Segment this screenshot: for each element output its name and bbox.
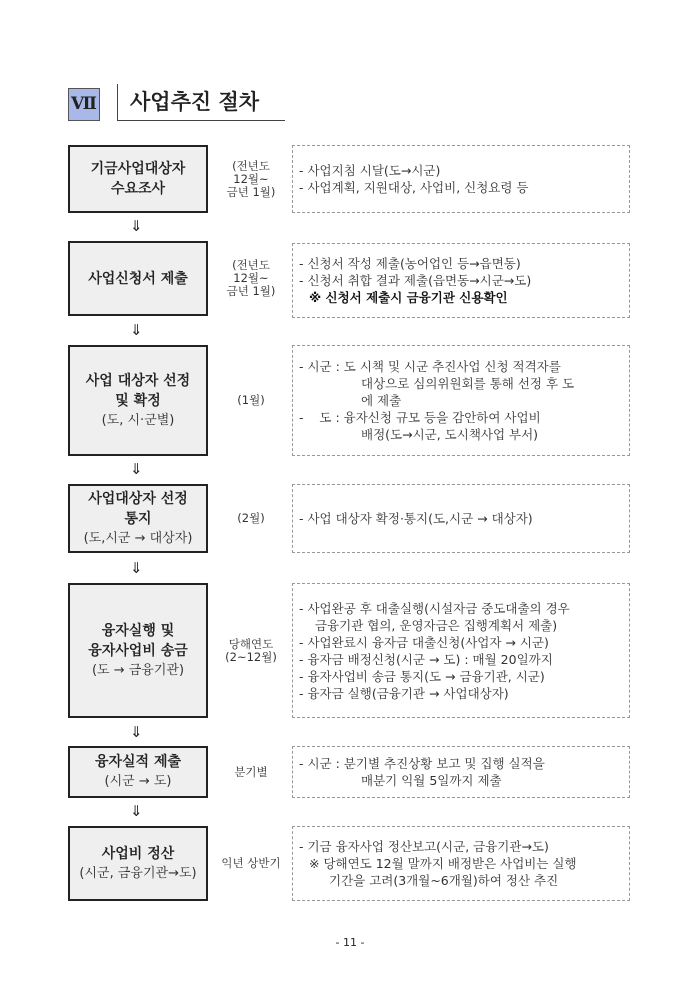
timing-text: 금년 1월) — [226, 184, 276, 199]
detail-line: 대상으로 심의위원회를 통해 선정 후 도 — [361, 376, 575, 391]
detail-line: - 사업완공 후 대출실행(시설자금 중도대출의 경우 — [299, 600, 570, 616]
timing-text: 금년 1월) — [226, 284, 276, 298]
step-timing — [212, 746, 290, 798]
detail-line: - 사업완료시 융자금 대출신청(사업자 → 시군) — [299, 634, 549, 650]
step-timing — [212, 826, 290, 901]
step-application — [68, 241, 208, 316]
detail-line: 매분기 익월 5일까지 제출 — [361, 773, 502, 788]
detail-note: ※ 당해연도 12월 말까지 배정받은 사업비는 실행 — [309, 856, 577, 871]
step-title: 사업 대상자 선정 — [85, 372, 191, 389]
step-details — [292, 145, 630, 213]
step-title: 및 확정 — [115, 392, 161, 409]
section-number: Ⅶ — [68, 88, 100, 121]
step-performance-report — [68, 746, 208, 798]
detail-line: - 사업 대상자 확정·통지(도,시군 → 대상자) — [299, 511, 533, 526]
step-title: 융자사업비 송금 — [88, 642, 188, 659]
detail-line: - 도 : 융자신청 규모 등을 감안하여 사업비 — [299, 410, 541, 425]
down-arrow-icon: ⇓ — [130, 559, 143, 577]
detail-line: 금융기관 협의, 운영자금은 집행계획서 제출) — [315, 617, 558, 633]
detail-line: - 융자금 배정신청(시군 → 도) : 매월 20일까지 — [299, 651, 553, 667]
detail-line: - 시군 : 분기별 추진상황 보고 및 집행 실적을 — [299, 756, 545, 771]
timing-text: (2~12월) — [225, 649, 277, 664]
step-subtitle: (도,시군 → 대상자) — [83, 530, 193, 546]
detail-line: 기간을 고려(3개월~6개월)하여 정산 추진 — [329, 873, 559, 888]
step-title: 융자실행 및 — [101, 622, 175, 639]
detail-line: - 신청서 작성 제출(농어업인 등→읍면동) — [299, 256, 521, 271]
detail-line: - 사업계획, 지원대상, 사업비, 신청요령 등 — [299, 180, 529, 195]
timing-text: (1월) — [237, 393, 265, 407]
down-arrow-icon: ⇓ — [130, 217, 143, 235]
step-details — [292, 345, 630, 456]
timing-text: (전년도 — [232, 258, 270, 272]
timing-text: (2월) — [237, 511, 265, 525]
page-title: 사업추진 절차 — [117, 84, 285, 121]
step-timing — [212, 583, 290, 718]
timing-text: 분기별 — [234, 764, 268, 779]
step-title: 통지 — [124, 510, 152, 527]
step-selection — [68, 345, 208, 456]
detail-line: - 융자사업비 송금 통지(도 → 금융기관, 시군) — [299, 668, 545, 684]
step-settlement — [68, 826, 208, 901]
step-timing — [212, 145, 290, 213]
step-details — [292, 583, 630, 718]
step-details — [292, 826, 630, 901]
down-arrow-icon: ⇓ — [130, 802, 143, 820]
detail-line: - 융자금 실행(금융기관 → 사업대상자) — [299, 685, 509, 701]
detail-line: 에 제출 — [361, 393, 402, 408]
step-timing — [212, 484, 290, 553]
timing-text: (전년도 — [232, 158, 270, 173]
timing-text: 12월~ — [233, 271, 269, 285]
step-details — [292, 746, 630, 798]
page-number: - 11 - — [335, 936, 365, 949]
timing-text: 12월~ — [233, 171, 269, 186]
timing-text: 당해연도 — [228, 636, 274, 651]
step-title: 사업신청서 제출 — [88, 270, 188, 287]
step-title: 융자실적 제출 — [94, 754, 182, 770]
detail-line: - 기금 융자사업 정산보고(시군, 금융기관→도) — [299, 839, 549, 854]
down-arrow-icon: ⇓ — [130, 460, 143, 478]
step-notification — [68, 484, 208, 553]
step-loan-execution — [68, 583, 208, 718]
step-details — [292, 243, 630, 318]
step-timing — [212, 241, 290, 316]
down-arrow-icon: ⇓ — [130, 723, 143, 741]
detail-line: 배정(도→시군, 도시책사업 부서) — [361, 427, 539, 442]
step-subtitle: (도, 시·군별) — [101, 412, 175, 428]
step-subtitle: (시군, 금융기관→도) — [79, 865, 197, 881]
step-subtitle: (도 → 금융기관) — [91, 662, 185, 678]
detail-line: - 시군 : 도 시책 및 시군 추진사업 신청 적격자를 — [299, 359, 561, 374]
detail-line: - 사업지침 시달(도→시군) — [299, 163, 441, 178]
step-title: 사업대상자 선정 — [88, 490, 188, 507]
step-demand-survey — [68, 145, 208, 213]
detail-line: - 신청서 취합 결과 제출(읍면동→시군→도) — [299, 273, 532, 288]
step-title: 기금사업대상자 — [90, 161, 186, 177]
step-subtitle: (시군 → 도) — [104, 774, 172, 789]
step-title: 사업비 정산 — [101, 845, 175, 862]
timing-text: 익년 상반기 — [221, 856, 281, 870]
detail-note: ※ 신청서 제출시 금융기관 신용확인 — [309, 290, 508, 305]
step-timing — [212, 345, 290, 456]
down-arrow-icon: ⇓ — [130, 321, 143, 339]
step-title: 수요조사 — [110, 181, 166, 197]
step-details — [292, 484, 630, 553]
